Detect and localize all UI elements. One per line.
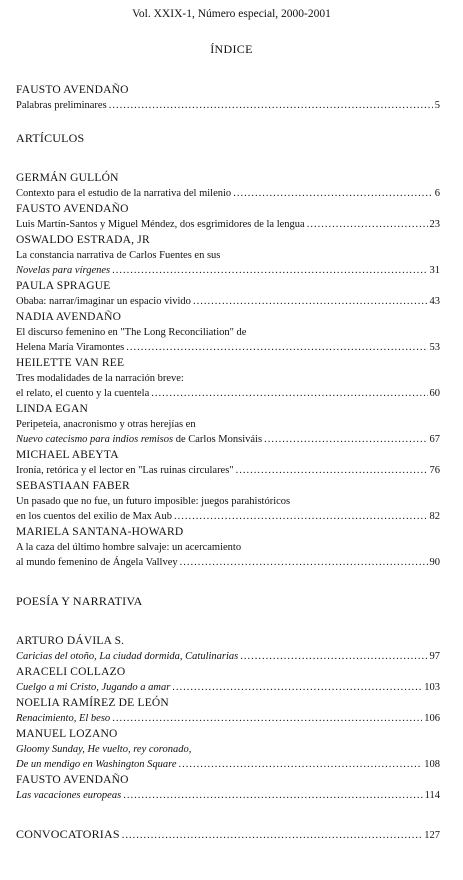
leader-dots: [126, 340, 427, 355]
entry-title: Ironía, retórica y el lector en "Las ruinas circulares": [16, 465, 234, 476]
entry-title: Contexto para el estudio de la narrativa del milenio: [16, 188, 232, 199]
entry-title: al mundo femenino de Ángela Vallvey: [16, 557, 178, 568]
page-number: 108: [424, 759, 440, 770]
poetry-entry[interactable]: [16, 711, 440, 726]
article-entry[interactable]: [16, 509, 440, 524]
page-number: 82: [429, 511, 440, 522]
leader-dots: [179, 757, 423, 772]
leader-dots: [193, 294, 428, 309]
entry-title: en los cuentos del exilio de Max Aub: [16, 511, 173, 522]
poetry-entry[interactable]: [16, 680, 440, 695]
leader-dots: [112, 711, 422, 726]
article-author: HEILETTE VAN REE: [16, 357, 125, 369]
article-author: MARIELA SANTANA-HOWARD: [16, 526, 184, 538]
entry-title: CONVOCATORIAS: [16, 827, 120, 841]
poetry-author: ARTURO DÁVILA S.: [16, 635, 125, 647]
article-author: GERMÁN GULLÓN: [16, 172, 119, 184]
entry-title: Novelas para vírgenes: [16, 265, 111, 276]
article-author: PAULA SPRAGUE: [16, 280, 111, 292]
article-author: OSWALDO ESTRADA, JR: [16, 234, 150, 246]
page-number: 127: [424, 830, 440, 841]
leader-dots: [109, 98, 433, 113]
volume-info: Vol. XXIX-1, Número especial, 2000-2001: [132, 8, 331, 20]
entry-title: [16, 432, 262, 447]
article-author: SEBASTIAAN FABER: [16, 480, 130, 492]
articulos-list: [16, 170, 440, 570]
entry-title: Las vacaciones europeas: [16, 790, 122, 801]
page-number: 114: [424, 790, 440, 801]
entry-title: Luis Martín-Santos y Miguel Méndez, dos esgrimidores de la lengua: [16, 219, 305, 230]
entry-title-line: A la caza del último hombre salvaje: un acercamiento: [16, 542, 242, 553]
leader-dots: [174, 509, 427, 524]
toc-content: [16, 82, 440, 843]
entry-title-line: Peripeteia, anacronismo y otras herejías en: [16, 419, 196, 430]
poetry-author: MANUEL LOZANO: [16, 728, 118, 740]
entry-title-line: El discurso femenino en "The Long Reconciliation" de: [16, 327, 247, 338]
page-number: 106: [424, 713, 440, 724]
article-entry[interactable]: [16, 294, 440, 309]
page-number: 67: [429, 434, 440, 445]
poesia-list: [16, 633, 440, 803]
entry-title: Cuelgo a mi Cristo, Jugando a amar: [16, 682, 171, 693]
article-entry[interactable]: [16, 217, 440, 232]
article-entry[interactable]: [16, 186, 440, 201]
entry-title: Palabras preliminares: [16, 100, 107, 111]
section-heading-articulos: ARTÍCULOS: [16, 131, 85, 145]
index-title: ÍNDICE: [210, 42, 253, 56]
entry-title-rest: de Carlos Monsiváis: [173, 434, 263, 445]
page-number: 76: [429, 465, 440, 476]
leader-dots: [122, 828, 423, 843]
article-author: MICHAEL ABEYTA: [16, 449, 119, 461]
article-entry[interactable]: [16, 263, 440, 278]
leader-dots: [307, 217, 428, 232]
poetry-entry[interactable]: [16, 649, 440, 664]
article-author: FAUSTO AVENDAÑO: [16, 203, 129, 215]
leader-dots: [180, 555, 428, 570]
convocatorias-entry[interactable]: [16, 827, 440, 843]
article-entry[interactable]: [16, 463, 440, 478]
entry-title-italic: Nuevo catecismo para indios remisos: [16, 434, 174, 445]
article-entry[interactable]: [16, 386, 440, 401]
leader-dots: [151, 386, 427, 401]
page-number: 31: [429, 265, 440, 276]
page-number: 103: [424, 682, 440, 693]
article-entry[interactable]: [16, 432, 440, 447]
entry-title-line: La constancia narrativa de Carlos Fuentes en sus: [16, 250, 221, 261]
entry-title: De un mendigo en Washington Square: [16, 759, 177, 770]
article-author: LINDA EGAN: [16, 403, 88, 415]
prelim-author: FAUSTO AVENDAÑO: [16, 84, 129, 96]
leader-dots: [123, 788, 422, 803]
leader-dots: [233, 186, 433, 201]
section-heading-poesia: POESÍA Y NARRATIVA: [16, 594, 143, 608]
page-number: 5: [434, 100, 440, 111]
page-number: 90: [429, 557, 440, 568]
page-number: 23: [429, 219, 440, 230]
poetry-author: ARACELI COLLAZO: [16, 666, 126, 678]
entry-title: Obaba: narrar/imaginar un espacio vivido: [16, 296, 191, 307]
poetry-entry[interactable]: [16, 757, 440, 772]
entry-title: Renacimiento, El beso: [16, 713, 111, 724]
entry-title-line: Gloomy Sunday, He vuelto, rey coronado,: [16, 744, 192, 755]
poetry-entry[interactable]: [16, 788, 440, 803]
entry-title-line: Tres modalidades de la narración breve:: [16, 373, 184, 384]
leader-dots: [240, 649, 427, 664]
article-entry[interactable]: [16, 340, 440, 355]
leader-dots: [172, 680, 422, 695]
entry-title: Helena María Viramontes: [16, 342, 125, 353]
article-entry[interactable]: [16, 555, 440, 570]
entry-title-line: Un pasado que no fue, un futuro imposible: juegos parahistóricos: [16, 496, 291, 507]
leader-dots: [264, 432, 427, 447]
poetry-author: NOELIA RAMÍREZ DE LEÓN: [16, 697, 169, 709]
leader-dots: [236, 463, 428, 478]
page-number: 43: [429, 296, 440, 307]
article-author: NADIA AVENDAÑO: [16, 311, 122, 323]
entry-title: el relato, el cuento y la cuentela: [16, 388, 150, 399]
page-number: 97: [429, 651, 440, 662]
prelim-entry[interactable]: [16, 98, 440, 113]
leader-dots: [112, 263, 427, 278]
page-number: 6: [434, 188, 440, 199]
poetry-author: FAUSTO AVENDAÑO: [16, 774, 129, 786]
page-number: 53: [429, 342, 440, 353]
entry-title: Caricias del otoño, La ciudad dormida, Catulinarias: [16, 651, 239, 662]
page-number: 60: [429, 388, 440, 399]
